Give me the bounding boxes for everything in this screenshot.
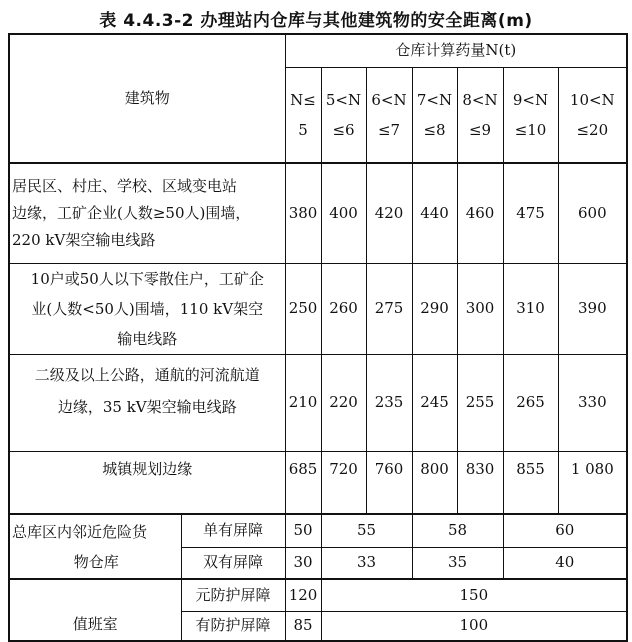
table-row <box>9 579 627 611</box>
table-cell: 35 <box>412 547 503 579</box>
table-cell: 235 <box>366 354 412 451</box>
sub-label: 有防护屏障 <box>181 611 285 641</box>
table-cell: 1 080 <box>558 451 627 514</box>
table-cell: 290 <box>412 263 457 354</box>
table-cell: 300 <box>457 263 503 354</box>
row-label: 10户或50人以下零散住户，工矿企 业(人数<50人)围墙，110 kV架空 输电线路 <box>9 263 285 354</box>
header-building: 建筑物 <box>9 34 285 163</box>
table-row <box>9 163 627 263</box>
table-cell: 33 <box>321 547 412 579</box>
table-cell: 475 <box>503 163 558 263</box>
header-quantity-group: 仓库计算药量N(t) <box>285 34 627 67</box>
table-cell: 245 <box>412 354 457 451</box>
table-cell: 800 <box>412 451 457 514</box>
table-title: 表 4.4.3-2 办理站内仓库与其他建筑物的安全距离(m) <box>99 11 533 31</box>
table-row <box>9 451 627 514</box>
table-cell: 50 <box>285 514 321 547</box>
table-cell: 275 <box>366 263 412 354</box>
table-cell: 600 <box>558 163 627 263</box>
table-cell: 220 <box>321 354 366 451</box>
table-row <box>9 514 627 547</box>
table-cell: 440 <box>412 163 457 263</box>
sub-label: 元防护屏障 <box>181 579 285 611</box>
table-cell: 685 <box>285 451 321 514</box>
row-label: 城镇规划边缘 <box>9 451 285 514</box>
table-cell: 30 <box>285 547 321 579</box>
table-cell: 120 <box>285 579 321 611</box>
table-cell: 100 <box>321 611 627 641</box>
sub-label: 双有屏障 <box>181 547 285 579</box>
table-cell: 400 <box>321 163 366 263</box>
table-cell: 380 <box>285 163 321 263</box>
row-label: 二级及以上公路，通航的河流航道 边缘，35 kV架空输电线路 <box>9 354 285 451</box>
header-col: 9<N ≤10 <box>503 67 558 163</box>
table-cell: 58 <box>412 514 503 547</box>
table-cell: 210 <box>285 354 321 451</box>
table-cell: 150 <box>321 579 627 611</box>
table-cell: 390 <box>558 263 627 354</box>
table-cell: 255 <box>457 354 503 451</box>
row-label-warehouse: 总库区内邻近危险货 物仓库 <box>9 514 181 579</box>
table-cell: 265 <box>503 354 558 451</box>
safety-distance-table <box>8 33 628 642</box>
table-row <box>9 263 627 354</box>
table-cell: 310 <box>503 263 558 354</box>
table-row <box>9 354 627 451</box>
row-label: 居民区、村庄、学校、区域变电站 边缘，工矿企业(人数≥50人)围墙， 220 kV架空输电线路 <box>9 163 285 263</box>
table-cell: 250 <box>285 263 321 354</box>
table-cell: 760 <box>366 451 412 514</box>
table-cell: 260 <box>321 263 366 354</box>
header-col: 8<N ≤9 <box>457 67 503 163</box>
table-cell: 55 <box>321 514 412 547</box>
header-col: 10<N ≤20 <box>558 67 627 163</box>
table-cell: 85 <box>285 611 321 641</box>
table-cell: 330 <box>558 354 627 451</box>
header-col: 5<N ≤6 <box>321 67 366 163</box>
table-cell: 60 <box>503 514 627 547</box>
table-cell: 460 <box>457 163 503 263</box>
table-cell: 720 <box>321 451 366 514</box>
sub-label: 单有屏障 <box>181 514 285 547</box>
header-col: 6<N ≤7 <box>366 67 412 163</box>
header-col: N≤ 5 <box>285 67 321 163</box>
table-cell: 420 <box>366 163 412 263</box>
header-col: 7<N ≤8 <box>412 67 457 163</box>
row-label-duty-room: 值班室 <box>9 579 181 641</box>
table-cell: 40 <box>503 547 627 579</box>
table-cell: 855 <box>503 451 558 514</box>
table-cell: 830 <box>457 451 503 514</box>
